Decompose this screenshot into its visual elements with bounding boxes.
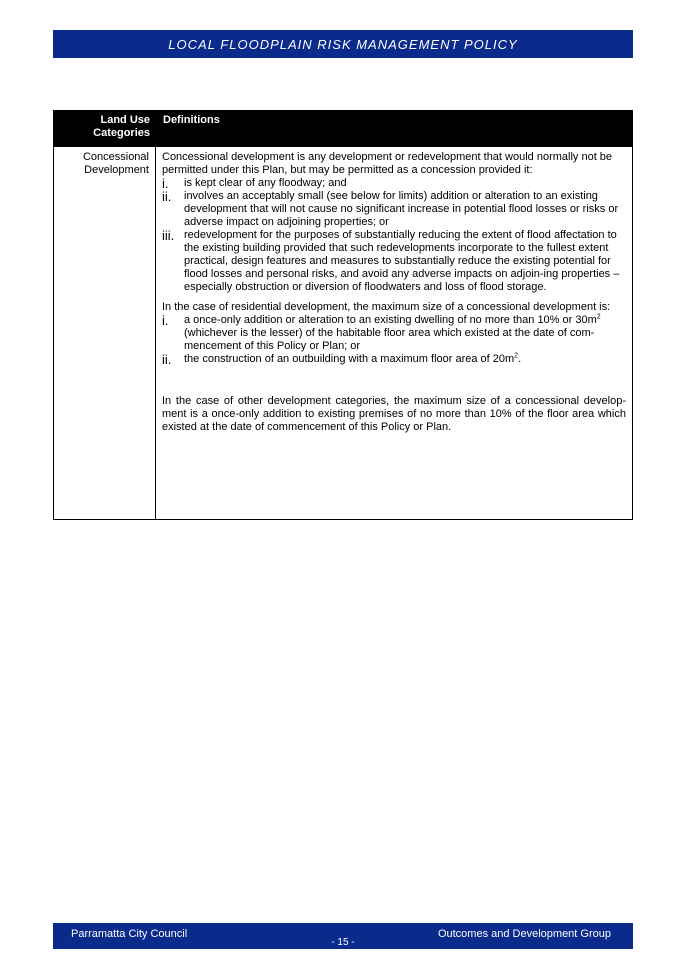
list-item-text: is kept clear of any floodway; and <box>184 177 347 189</box>
list-item <box>162 353 626 366</box>
list-item-number: i. <box>162 313 169 328</box>
page-footer <box>53 923 633 949</box>
list-item-text: involves an acceptably small (see below for limits) addition or alteration to an existing development that will not cause no significant increase in potential flood losses or risks or adverse impact on adjoining properties; or <box>184 190 619 228</box>
list-item <box>162 190 626 229</box>
list-item <box>162 177 626 190</box>
definition-cell <box>156 147 632 519</box>
spacer <box>162 366 626 395</box>
list-item-text-part: the construction of an outbuilding with a maximum floor area of 20m <box>184 353 515 365</box>
page-header <box>53 30 633 58</box>
list-item-text-part: a once-only addition or alteration to an existing dwelling of no more than 10% or 30m <box>184 314 597 326</box>
list-item-text-part: (whichever is the lesser) of the habitable floor area which existed at the date of com-mencement of this Policy or Plan; or <box>184 327 595 352</box>
footer-department: Outcomes and Development Group <box>437 928 611 940</box>
page-header-title: LOCAL FLOODPLAIN RISK MANAGEMENT POLICY <box>168 36 518 52</box>
list-item-number: iii. <box>162 228 175 243</box>
residential-intro: In the case of residential development, the maximum size of a concessional development is: <box>162 301 611 313</box>
residential-limits-list <box>162 314 626 366</box>
superscript: 2 <box>596 313 601 321</box>
list-item <box>162 229 626 294</box>
list-item-number: ii. <box>162 189 172 204</box>
superscript: 2 <box>514 352 519 360</box>
other-development-paragraph: In the case of other development categories, the maximum size of a concessional develop-ment is a once-only addition to existing premises of no more than 10% of the floor area which existed at the date of commencement of this Policy or Plan. <box>162 395 626 433</box>
definition-intro: Concessional development is any development or redevelopment that would normally not be permitted under this Plan, but may be permitted as a concession provided it: <box>162 151 613 176</box>
table-header-row <box>54 111 632 147</box>
list-item-number: i. <box>162 176 169 191</box>
footer-organization: Parramatta City Council <box>71 928 188 940</box>
list-item <box>162 314 626 353</box>
definitions-table <box>53 110 633 520</box>
column-header-definitions: Definitions <box>163 114 220 126</box>
page-number: - 15 - <box>331 937 355 948</box>
list-item-text-part: . <box>518 353 522 365</box>
list-item-text <box>184 353 626 366</box>
list-item-text <box>184 314 626 353</box>
table-row <box>54 147 632 519</box>
list-item-text: redevelopment for the purposes of substantially reducing the extent of flood affectation to the existing building provided that such redevelopments incorporate to the fullest extent practical, design features and measures to substantially reduce the existing potential for flood losses and personal risks, and avoid any adverse impacts on adjoin-ing properties – especially obstruction or diversion of floodwaters and loss of flood storage. <box>184 229 620 293</box>
list-item-number: ii. <box>162 352 172 367</box>
spacer <box>162 294 626 301</box>
column-header-land-use: Land Use Categories <box>93 114 150 139</box>
conditions-list <box>162 177 626 294</box>
category-cell: Concessional Development <box>54 147 156 519</box>
